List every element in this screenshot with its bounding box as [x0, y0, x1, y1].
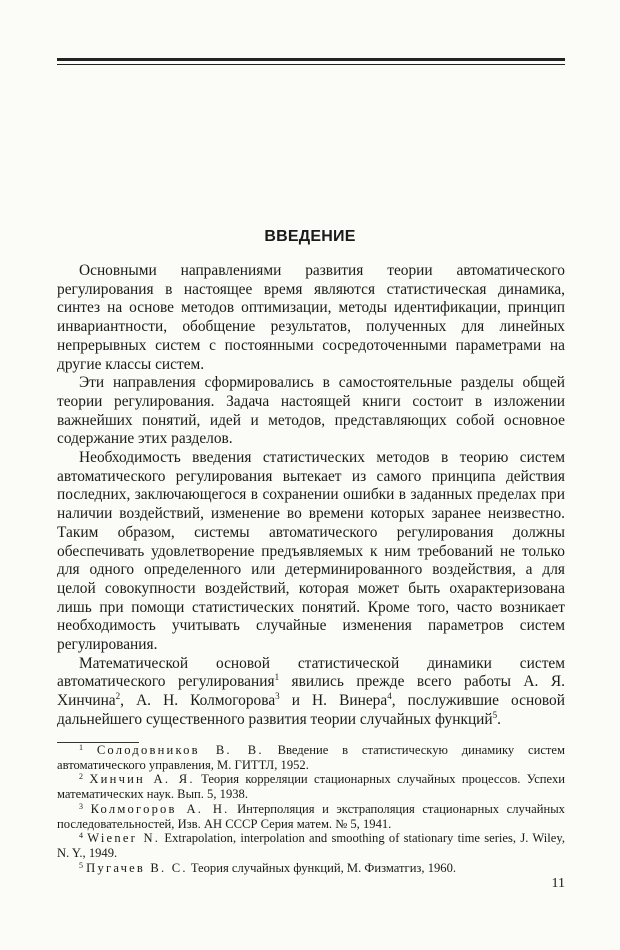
footnote-author: Колмогоров А. Н. [90, 801, 230, 816]
footnote: $^5$ Пугачев В. С. Теория случайных функций, М. Физматгиз, 1960. [79, 860, 457, 875]
footnote: $^4$ Wiener N. Extrapolation, interpolation and smoothing of stationary time series, J. Wiley, N. Y., 1949. [57, 831, 566, 860]
paragraph: Основными направлениями развития теории автоматического регулирования в настоящее время являются статистическая динамика, синтез на основе методов оптимизации, методы идентификации, принцип инвариантности, обобщение результатов, полученных для линейных непрерывных систем с постоянными сосредоточенными параметрами на другие классы систем. [57, 262, 565, 373]
header-rule-thin [57, 64, 565, 65]
paragraph: Необходимость введения статистических методов в теорию систем автоматического регулирования вытекает из самого принципа действия последних, заключающегося в сохранении ошибки в заданных пределах при наличии воздействий, изменение во времени которых заранее неизвестно. Таким образом, системы автоматического регулирования должны обеспечивать удовлетворение предъявляемых к ним требований не только для одного определенного или детерминированного воздействия, а для целой совокупности воздействий, которая может быть охарактеризована лишь при помощи статистических понятий. Кроме того, часто возникает необходимость учитывать случайные изменения параметров систем регулирования. [57, 449, 565, 654]
footnote-ref: 5 [492, 709, 498, 720]
paragraph-with-references: Математической основой статистической динамики систем автоматического регулирования$^1$ явились прежде всего работы А. Я. Хинчина$^2$, А. Н. Колмогорова$^3$ и Н. Винера$^4$, послужившие основой дальнейшего существенного развития теории случайных функций$^5$. [57, 654, 565, 728]
footnote: $^3$ Колмогоров А. Н. Интерполяция и экстраполяция стационарных случайных последовательностей, Изв. АН СССР Серия матем. № 5, 1941. [57, 801, 565, 831]
footnote-ref: 4 [387, 691, 392, 702]
footnote-author: Пугачев В. С. [86, 860, 188, 875]
body-text [57, 262, 565, 730]
footnote-ref: 2 [115, 691, 121, 702]
footnote-author: Хинчин А. Я. [89, 772, 195, 787]
footnote-ref: 1 [274, 672, 280, 683]
footnote: $^2$ Хинчин А. Я. Теория корреляции стационарных случайных процессов. Успехи математических наук. Вып. 5, 1938. [57, 772, 565, 802]
footnote-ref: 3 [275, 691, 280, 702]
header-rule-thick [57, 58, 565, 61]
page-number: 11 [551, 876, 565, 891]
footnote-author: Солодовников В. В. [96, 743, 264, 757]
footnote-author: Wiener N. [87, 831, 161, 846]
paragraph: Эти направления сформировались в самостоятельные разделы общей теории регулирования. Задача настоящей книги состоит в изложении важнейших понятий, идей и методов, представляющих собой основное содержание этих разделов. [57, 374, 565, 448]
footnotes [57, 743, 565, 875]
chapter-title: ВВЕДЕНИЕ [264, 228, 356, 245]
footnote: $^1$ Солодовников В. В. Введение в статистическую динамику систем автоматического управления, М. ГИТТЛ, 1952. [57, 743, 565, 772]
